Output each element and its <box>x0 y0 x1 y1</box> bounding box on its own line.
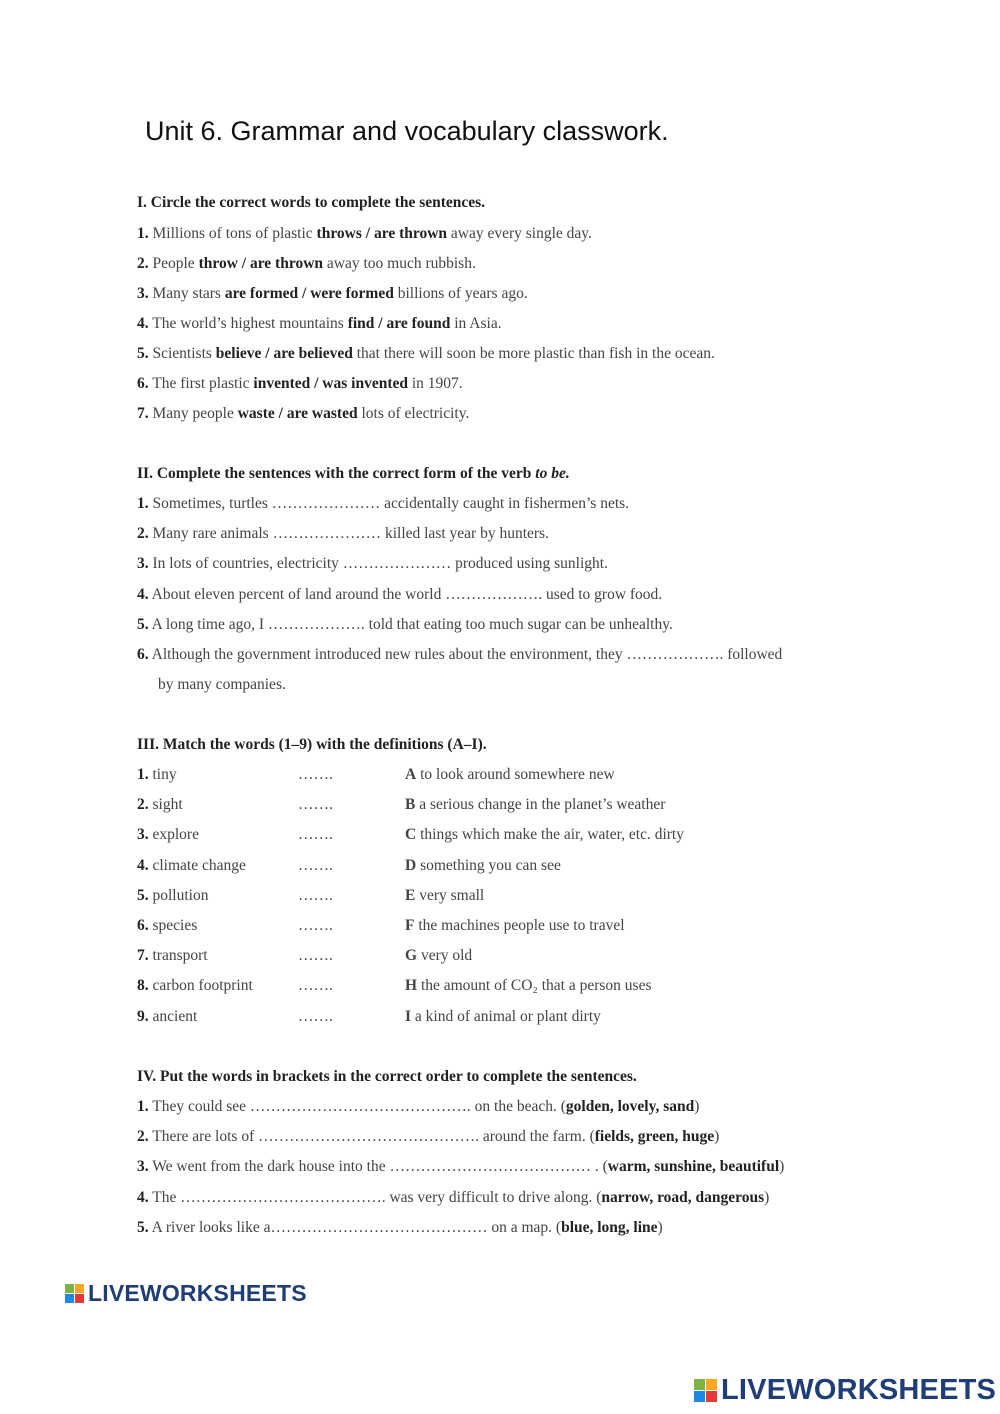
match-word <box>137 857 246 875</box>
definition <box>405 857 561 875</box>
section-2-sentence <box>137 525 549 543</box>
option-1: throw <box>198 255 238 272</box>
sentence-text: The …………………………………. was very difficult to drive along. ( <box>152 1188 602 1206</box>
liveworksheets-mark-icon <box>65 1284 84 1303</box>
option-2: are thrown <box>373 225 448 242</box>
section-4-sentence <box>137 1098 699 1116</box>
sentence-text: A long time ago, I ………………. told that eating too much sugar can be unhealthy. <box>151 615 673 633</box>
item-number: 1. <box>137 1098 149 1115</box>
sentence-start: Many stars <box>152 285 225 302</box>
definition-letter: I <box>405 1007 412 1025</box>
item-number: 9. <box>137 1007 149 1025</box>
bracket-close: ) <box>657 1218 663 1236</box>
item-number: 2. <box>137 1128 149 1146</box>
logo-text: LIVEWORKSHEETS <box>88 1280 307 1306</box>
option-separator: / <box>298 285 311 302</box>
bracket-close: ) <box>714 1128 720 1146</box>
sentence-end: in Asia. <box>450 315 502 332</box>
item-number: 4. <box>137 585 149 603</box>
match-word <box>137 887 208 905</box>
item-number: 3. <box>137 826 149 844</box>
item-number: 5. <box>137 1218 149 1236</box>
liveworksheets-logo-left <box>65 1280 307 1307</box>
definition-text: to look around somewhere new <box>420 766 615 783</box>
sentence-text: A river looks like a…………………………………… on a map. ( <box>151 1218 562 1236</box>
item-number: 5. <box>137 886 149 904</box>
option-1: invented <box>253 375 311 392</box>
item-number: 1. <box>137 766 149 783</box>
section-3-heading: III. Match the words (1–9) with the definitions (A–I). <box>137 736 487 753</box>
match-word <box>137 766 177 784</box>
option-2: was invented <box>322 375 408 392</box>
sentence-start: The first plastic <box>152 375 254 392</box>
word: climate change <box>152 856 246 874</box>
definition-text: a serious change in the planet’s weather <box>419 796 666 814</box>
liveworksheets-mark-icon <box>694 1379 717 1402</box>
item-number: 6. <box>137 646 149 663</box>
sentence-text: Many rare animals ………………… killed last year by hunters. <box>152 525 549 543</box>
section-4-sentence <box>137 1219 663 1237</box>
item-number: 1. <box>137 495 149 512</box>
answer-blank: ……. <box>298 856 333 874</box>
item-number: 3. <box>137 555 149 573</box>
definition-letter: H <box>405 977 418 995</box>
section-1-sentence <box>137 345 715 363</box>
sentence-end: that there will soon be more plastic than fish in the ocean. <box>352 345 715 362</box>
section-1-sentence <box>137 285 528 303</box>
definition-text: something you can see <box>420 856 561 874</box>
word: carbon footprint <box>152 977 253 995</box>
item-number: 6. <box>137 375 149 392</box>
definition-letter: C <box>405 826 417 844</box>
option-2: were formed <box>310 285 394 302</box>
option-1: waste <box>237 405 275 422</box>
definition <box>405 1008 601 1026</box>
definition-letter: B <box>405 796 416 814</box>
section-2-sentence <box>137 616 673 634</box>
sentence-end: away every single day. <box>447 225 592 242</box>
bracket-close: ) <box>779 1158 785 1176</box>
option-separator: / <box>261 345 274 362</box>
option-separator: / <box>374 315 387 332</box>
item-number: 5. <box>137 345 149 362</box>
section-1-sentence <box>137 315 502 333</box>
word: transport <box>152 947 208 965</box>
sentence-start: Many people <box>152 405 238 422</box>
option-separator: / <box>274 405 287 422</box>
option-2: are thrown <box>249 255 324 272</box>
bracket-words: fields, green, huge <box>594 1128 715 1146</box>
definition-text: the amount of CO₂ that a person uses <box>420 977 652 995</box>
sentence-text: We went from the dark house into the ………………………………… . ( <box>152 1158 608 1176</box>
match-word <box>137 796 183 814</box>
section-2-line-6-continuation: by many companies. <box>158 676 286 693</box>
bracket-close: ) <box>694 1098 700 1115</box>
sentence-text: In lots of countries, electricity ………………… produced using sunlight. <box>152 555 608 573</box>
definition-text: things which make the air, water, etc. dirty <box>420 826 684 844</box>
answer-blank: ……. <box>298 766 333 783</box>
match-word <box>137 1008 197 1026</box>
bracket-words: narrow, road, dangerous <box>601 1188 765 1206</box>
definition <box>405 977 651 995</box>
item-number: 2. <box>137 255 149 272</box>
item-number: 7. <box>137 405 149 422</box>
answer-blank: ……. <box>298 886 333 904</box>
option-1: are formed <box>224 285 299 302</box>
logo-text: LIVEWORKSHEETS <box>721 1374 997 1406</box>
sentence-start: Scientists <box>152 345 216 362</box>
page-title: Unit 6. Grammar and vocabulary classwork. <box>145 116 669 146</box>
item-number: 2. <box>137 796 149 814</box>
section-4-heading: IV. Put the words in brackets in the correct order to complete the sentences. <box>137 1068 637 1085</box>
word: pollution <box>152 886 209 904</box>
section-1-sentence <box>137 255 476 273</box>
definition-letter: F <box>405 917 415 934</box>
definition <box>405 947 472 965</box>
sentence-start: Millions of tons of plastic <box>152 225 317 242</box>
section-4-sentence <box>137 1128 719 1146</box>
item-number: 4. <box>137 856 149 874</box>
sentence-start: The world’s highest mountains <box>152 315 348 332</box>
sentence-start: People <box>152 255 199 272</box>
word: species <box>152 917 198 934</box>
item-number: 8. <box>137 977 149 995</box>
answer-blank: ……. <box>298 977 333 995</box>
item-number: 3. <box>137 285 149 302</box>
option-1: throws <box>316 225 362 242</box>
option-separator: / <box>361 225 374 242</box>
verb-italic: to be. <box>535 465 570 482</box>
sentence-text: They could see ……………………………………. on the beach. ( <box>152 1098 566 1115</box>
item-number: 7. <box>137 947 149 965</box>
section-1-sentence <box>137 405 469 423</box>
definition-letter: E <box>405 886 416 904</box>
word: explore <box>152 826 199 844</box>
option-separator: / <box>237 255 250 272</box>
word: ancient <box>152 1007 198 1025</box>
definition-text: very small <box>419 886 485 904</box>
sentence-text: About eleven percent of land around the world ………………. used to grow food. <box>151 585 663 603</box>
item-number: 4. <box>137 1188 149 1206</box>
bracket-words: warm, sunshine, beautiful <box>607 1158 780 1176</box>
item-number: 2. <box>137 525 149 543</box>
sentence-end: billions of years ago. <box>393 285 528 302</box>
sentence-end: away too much rubbish. <box>323 255 476 272</box>
section-2-sentence <box>137 495 629 513</box>
item-number: 5. <box>137 615 149 633</box>
option-separator: / <box>310 375 323 392</box>
answer-blank: ……. <box>298 796 333 814</box>
sentence-end: lots of electricity. <box>357 405 470 422</box>
liveworksheets-logo-right <box>694 1374 996 1407</box>
option-1: believe <box>215 345 262 362</box>
definition <box>405 887 484 905</box>
answer-blank: ……. <box>298 1007 333 1025</box>
item-number: 6. <box>137 917 149 934</box>
definition-text: very old <box>420 947 473 965</box>
match-word <box>137 977 253 995</box>
sentence-text: There are lots of ……………………………………. around the farm. ( <box>152 1128 595 1146</box>
section-2-sentence <box>137 646 782 664</box>
option-2: are wasted <box>286 405 358 422</box>
section-2-sentence <box>137 555 608 573</box>
definition <box>405 826 684 844</box>
section-2-sentence <box>137 586 662 604</box>
definition-letter: D <box>405 856 417 874</box>
bracket-words: blue, long, line <box>561 1218 658 1236</box>
section-4-sentence <box>137 1158 784 1176</box>
word: tiny <box>152 766 177 783</box>
definition-text: the machines people use to travel <box>418 917 625 934</box>
word: sight <box>152 796 183 814</box>
answer-blank: ……. <box>298 947 333 965</box>
option-2: are believed <box>273 345 353 362</box>
bracket-close: ) <box>764 1188 770 1206</box>
match-word <box>137 917 197 935</box>
definition <box>405 766 615 784</box>
definition <box>405 917 625 935</box>
section-4-sentence <box>137 1189 769 1207</box>
sentence-text: Although the government introduced new rules about the environment, they ………………. followed <box>151 646 783 663</box>
section-1-sentence <box>137 375 463 393</box>
item-number: 4. <box>137 315 149 332</box>
option-1: find <box>347 315 375 332</box>
definition-letter: A <box>405 766 417 783</box>
sentence-text: Sometimes, turtles ………………… accidentally caught in fishermen’s nets. <box>152 495 630 512</box>
section-2-heading: II. Complete the sentences with the correct form of the verb to be. <box>137 465 570 482</box>
definition <box>405 796 665 814</box>
match-word <box>137 826 199 844</box>
item-number: 3. <box>137 1158 149 1176</box>
bracket-words: golden, lovely, sand <box>565 1098 695 1115</box>
section-1-heading: I. Circle the correct words to complete the sentences. <box>137 194 486 211</box>
answer-blank: ……. <box>298 917 333 934</box>
section-1-sentence <box>137 225 592 243</box>
sentence-end: in 1907. <box>408 375 463 392</box>
definition-letter: G <box>405 947 418 965</box>
item-number: 1. <box>137 225 149 242</box>
answer-blank: ……. <box>298 826 333 844</box>
match-word <box>137 947 208 965</box>
option-2: are found <box>386 315 451 332</box>
definition-text: a kind of animal or plant dirty <box>414 1007 601 1025</box>
